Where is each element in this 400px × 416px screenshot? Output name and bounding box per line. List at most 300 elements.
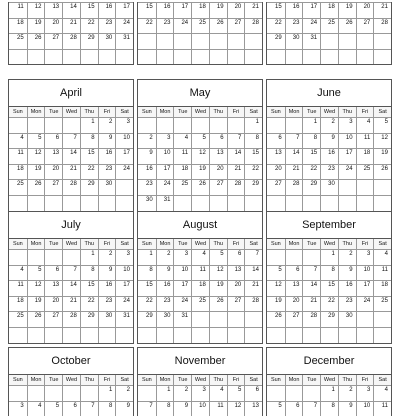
day-cell	[191, 49, 209, 65]
day-cell: 28	[244, 18, 262, 34]
weekday-label: Wed	[320, 375, 338, 385]
weekday-label: Tue	[44, 107, 62, 117]
day-cell	[373, 311, 391, 327]
day-cell: 6	[285, 401, 303, 416]
day-cell: 10	[338, 133, 356, 149]
day-cell	[80, 385, 98, 401]
month-calendar-june	[266, 79, 392, 212]
day-cell	[173, 33, 191, 49]
weekday-label: Wed	[62, 107, 80, 117]
weekday-label: Mon	[156, 239, 174, 249]
day-grid	[267, 117, 391, 211]
day-cell: 29	[138, 311, 156, 327]
day-cell	[227, 311, 245, 327]
day-cell: 4	[9, 265, 27, 281]
day-cell: 12	[191, 148, 209, 164]
day-cell: 5	[373, 117, 391, 133]
weekday-label: Fri	[227, 107, 245, 117]
day-cell	[267, 49, 285, 65]
day-cell: 30	[138, 195, 156, 211]
day-cell: 6	[209, 133, 227, 149]
day-cell: 1	[98, 385, 116, 401]
day-cell: 7	[62, 265, 80, 281]
day-cell	[356, 49, 374, 65]
day-cell: 15	[138, 2, 156, 18]
day-cell	[209, 311, 227, 327]
day-cell: 17	[115, 148, 133, 164]
day-cell: 17	[302, 2, 320, 18]
day-cell	[373, 49, 391, 65]
day-cell: 26	[27, 311, 45, 327]
day-cell	[373, 33, 391, 49]
day-cell: 19	[191, 164, 209, 180]
day-cell	[115, 49, 133, 65]
day-cell: 2	[173, 385, 191, 401]
day-cell	[302, 327, 320, 343]
day-cell	[209, 327, 227, 343]
day-cell: 17	[156, 164, 174, 180]
day-cell: 2	[338, 385, 356, 401]
day-cell: 15	[80, 148, 98, 164]
day-cell: 16	[138, 164, 156, 180]
day-cell: 22	[138, 296, 156, 312]
day-cell	[9, 249, 27, 265]
day-cell	[338, 179, 356, 195]
day-cell: 28	[285, 179, 303, 195]
day-cell	[356, 311, 374, 327]
day-cell: 21	[62, 18, 80, 34]
day-cell: 13	[44, 280, 62, 296]
day-cell	[27, 49, 45, 65]
day-cell: 8	[244, 133, 262, 149]
day-cell: 23	[156, 296, 174, 312]
day-cell	[173, 49, 191, 65]
day-cell: 5	[209, 249, 227, 265]
day-cell	[209, 117, 227, 133]
day-cell: 3	[9, 401, 27, 416]
day-cell: 11	[9, 2, 27, 18]
day-cell: 10	[156, 148, 174, 164]
day-cell: 28	[62, 311, 80, 327]
day-cell: 3	[156, 133, 174, 149]
day-cell: 2	[156, 249, 174, 265]
month-calendar-october	[8, 347, 134, 416]
day-grid	[138, 385, 262, 416]
day-cell: 6	[267, 133, 285, 149]
weekday-label: Sat	[115, 239, 133, 249]
day-cell	[27, 249, 45, 265]
day-cell: 30	[98, 311, 116, 327]
weekday-header	[138, 238, 262, 249]
day-cell: 26	[267, 311, 285, 327]
day-cell: 31	[115, 311, 133, 327]
weekday-label: Sun	[141, 377, 152, 383]
day-cell: 29	[244, 179, 262, 195]
day-cell: 29	[267, 33, 285, 49]
day-cell: 15	[80, 280, 98, 296]
day-cell: 20	[227, 280, 245, 296]
day-cell: 14	[62, 280, 80, 296]
day-cell: 5	[267, 265, 285, 281]
day-cell	[138, 385, 156, 401]
day-cell	[138, 327, 156, 343]
day-cell: 25	[9, 179, 27, 195]
day-cell: 4	[191, 249, 209, 265]
day-cell	[44, 195, 62, 211]
day-cell	[62, 385, 80, 401]
day-cell: 26	[373, 164, 391, 180]
month-calendar-july	[8, 211, 134, 344]
day-cell	[267, 195, 285, 211]
weekday-label: Sat	[373, 107, 391, 117]
weekday-header	[267, 238, 391, 249]
day-cell: 23	[138, 179, 156, 195]
day-cell: 1	[320, 385, 338, 401]
day-cell	[244, 327, 262, 343]
weekday-label: Tue	[173, 239, 191, 249]
weekday-label: Mon	[27, 107, 45, 117]
day-cell: 17	[356, 280, 374, 296]
day-cell: 13	[244, 401, 262, 416]
day-cell: 9	[138, 148, 156, 164]
day-cell	[338, 33, 356, 49]
day-cell: 8	[138, 265, 156, 281]
day-cell: 25	[191, 296, 209, 312]
day-cell: 19	[209, 280, 227, 296]
day-cell: 30	[156, 311, 174, 327]
day-cell: 14	[285, 148, 303, 164]
day-cell: 22	[302, 164, 320, 180]
day-cell: 27	[209, 179, 227, 195]
weekday-label: Tue	[44, 375, 62, 385]
day-grid	[9, 385, 133, 416]
day-cell: 4	[373, 385, 391, 401]
day-cell: 9	[156, 265, 174, 281]
weekday-label: Fri	[98, 375, 116, 385]
weekday-label: Thu	[80, 107, 98, 117]
day-cell: 21	[227, 164, 245, 180]
day-cell	[227, 49, 245, 65]
day-cell: 16	[98, 2, 116, 18]
day-cell: 12	[27, 2, 45, 18]
day-cell: 1	[320, 249, 338, 265]
month-title: July	[61, 219, 81, 231]
day-cell: 28	[62, 179, 80, 195]
day-cell: 2	[138, 133, 156, 149]
day-cell: 10	[191, 401, 209, 416]
month-calendar-september	[266, 211, 392, 344]
day-grid	[267, 249, 391, 343]
day-cell	[338, 49, 356, 65]
day-cell: 18	[9, 296, 27, 312]
day-cell: 13	[267, 148, 285, 164]
day-cell	[173, 327, 191, 343]
day-cell: 8	[320, 401, 338, 416]
weekday-label: Thu	[80, 375, 98, 385]
day-cell: 22	[80, 18, 98, 34]
day-cell	[302, 249, 320, 265]
month-title: June	[317, 87, 341, 99]
day-cell: 19	[209, 2, 227, 18]
day-cell: 11	[9, 148, 27, 164]
day-cell: 10	[173, 265, 191, 281]
day-cell: 11	[191, 265, 209, 281]
day-cell	[62, 249, 80, 265]
day-cell	[9, 195, 27, 211]
day-cell	[44, 49, 62, 65]
day-cell	[9, 49, 27, 65]
day-cell: 20	[227, 2, 245, 18]
day-cell: 8	[98, 401, 116, 416]
day-cell: 11	[9, 280, 27, 296]
day-cell	[62, 49, 80, 65]
day-cell: 3	[356, 385, 374, 401]
day-cell: 26	[27, 179, 45, 195]
weekday-label: Thu	[209, 107, 227, 117]
day-cell: 24	[115, 296, 133, 312]
day-cell: 20	[44, 164, 62, 180]
day-cell	[227, 195, 245, 211]
weekday-header	[9, 106, 133, 117]
day-cell: 24	[115, 164, 133, 180]
day-cell: 16	[98, 280, 116, 296]
day-cell: 17	[173, 2, 191, 18]
day-cell: 21	[244, 280, 262, 296]
day-cell: 27	[44, 179, 62, 195]
day-cell	[285, 49, 303, 65]
weekday-label: Fri	[356, 107, 374, 117]
day-cell: 14	[227, 148, 245, 164]
day-cell: 31	[302, 33, 320, 49]
weekday-label: Mon	[285, 107, 303, 117]
day-cell: 9	[320, 133, 338, 149]
day-cell	[80, 49, 98, 65]
day-cell: 22	[80, 296, 98, 312]
day-cell: 30	[338, 311, 356, 327]
day-cell	[44, 117, 62, 133]
weekday-label: Sun	[141, 241, 152, 247]
weekday-label: Sat	[373, 375, 391, 385]
weekday-label: Tue	[302, 239, 320, 249]
weekday-label: Wed	[62, 375, 80, 385]
month-calendar-partial	[137, 2, 263, 65]
day-cell	[244, 195, 262, 211]
day-cell: 29	[80, 33, 98, 49]
day-cell: 17	[173, 280, 191, 296]
day-cell	[138, 49, 156, 65]
weekday-label: Wed	[191, 375, 209, 385]
day-cell	[356, 179, 374, 195]
day-cell	[227, 327, 245, 343]
day-cell	[285, 249, 303, 265]
weekday-label: Thu	[209, 375, 227, 385]
day-cell: 6	[227, 249, 245, 265]
day-cell: 23	[98, 164, 116, 180]
day-grid	[9, 117, 133, 211]
day-grid	[267, 2, 391, 64]
day-cell: 24	[338, 164, 356, 180]
day-cell	[302, 385, 320, 401]
day-cell: 19	[27, 296, 45, 312]
day-cell: 20	[44, 296, 62, 312]
day-cell: 2	[98, 249, 116, 265]
month-calendar-partial	[8, 2, 134, 65]
day-cell: 1	[244, 117, 262, 133]
weekday-label: Fri	[98, 107, 116, 117]
day-cell: 7	[302, 265, 320, 281]
day-cell	[173, 195, 191, 211]
month-calendar-partial	[266, 2, 392, 65]
weekday-label: Fri	[356, 375, 374, 385]
day-cell: 8	[302, 133, 320, 149]
day-cell: 29	[320, 311, 338, 327]
day-cell	[373, 179, 391, 195]
month-calendar-april	[8, 79, 134, 212]
weekday-label: Sat	[115, 107, 133, 117]
month-title: August	[182, 219, 218, 231]
day-cell: 26	[209, 18, 227, 34]
day-cell	[302, 195, 320, 211]
day-cell: 4	[173, 133, 191, 149]
day-cell: 5	[27, 133, 45, 149]
day-cell	[62, 327, 80, 343]
day-cell: 25	[356, 164, 374, 180]
day-cell: 16	[285, 2, 303, 18]
weekday-label: Fri	[356, 239, 374, 249]
day-cell: 29	[80, 311, 98, 327]
day-cell: 8	[80, 265, 98, 281]
day-cell: 13	[227, 265, 245, 281]
day-cell: 14	[244, 265, 262, 281]
day-cell: 16	[156, 2, 174, 18]
day-cell: 22	[267, 18, 285, 34]
day-cell	[267, 117, 285, 133]
day-cell: 4	[209, 385, 227, 401]
day-cell: 14	[62, 2, 80, 18]
day-cell: 4	[373, 249, 391, 265]
day-cell: 18	[191, 280, 209, 296]
day-cell: 20	[209, 164, 227, 180]
day-cell: 9	[98, 265, 116, 281]
day-cell: 23	[98, 296, 116, 312]
day-cell: 19	[27, 164, 45, 180]
day-cell: 18	[191, 2, 209, 18]
day-cell: 11	[356, 133, 374, 149]
day-cell	[356, 33, 374, 49]
day-cell	[115, 195, 133, 211]
day-cell: 21	[285, 164, 303, 180]
day-cell: 22	[138, 18, 156, 34]
day-cell: 5	[44, 401, 62, 416]
day-cell	[285, 385, 303, 401]
weekday-label: Sun	[12, 109, 23, 115]
day-cell	[98, 49, 116, 65]
weekday-label: Sat	[244, 107, 262, 117]
day-cell: 30	[285, 33, 303, 49]
day-cell	[320, 33, 338, 49]
day-cell	[156, 117, 174, 133]
day-cell: 22	[244, 164, 262, 180]
day-cell	[9, 385, 27, 401]
day-cell: 3	[115, 117, 133, 133]
day-cell	[191, 327, 209, 343]
day-cell	[80, 327, 98, 343]
day-cell: 18	[373, 280, 391, 296]
day-cell	[62, 117, 80, 133]
day-cell: 24	[356, 296, 374, 312]
day-cell: 20	[267, 164, 285, 180]
day-cell	[267, 249, 285, 265]
day-cell: 7	[302, 401, 320, 416]
day-cell: 1	[156, 385, 174, 401]
day-grid	[138, 2, 262, 64]
month-title: May	[189, 87, 211, 99]
weekday-label: Fri	[98, 239, 116, 249]
day-cell: 2	[98, 117, 116, 133]
day-cell: 6	[244, 385, 262, 401]
weekday-label: Sun	[270, 109, 281, 115]
day-cell: 16	[320, 148, 338, 164]
day-cell: 15	[320, 280, 338, 296]
day-cell: 12	[209, 265, 227, 281]
day-cell: 22	[320, 296, 338, 312]
day-cell: 7	[138, 401, 156, 416]
day-cell	[191, 33, 209, 49]
day-cell: 9	[173, 401, 191, 416]
day-cell: 1	[80, 117, 98, 133]
day-cell: 18	[320, 2, 338, 18]
day-cell: 9	[338, 265, 356, 281]
day-cell: 31	[173, 311, 191, 327]
month-title: April	[59, 87, 82, 99]
day-cell: 29	[80, 179, 98, 195]
day-cell: 14	[62, 148, 80, 164]
day-cell	[209, 33, 227, 49]
day-cell: 27	[267, 179, 285, 195]
day-cell: 3	[115, 249, 133, 265]
day-cell: 18	[9, 18, 27, 34]
day-cell: 8	[320, 265, 338, 281]
weekday-label: Wed	[62, 239, 80, 249]
day-cell: 9	[115, 401, 133, 416]
day-cell: 31	[156, 195, 174, 211]
day-cell	[115, 327, 133, 343]
weekday-label: Thu	[338, 375, 356, 385]
day-cell: 4	[27, 401, 45, 416]
day-cell	[191, 195, 209, 211]
day-cell: 17	[115, 2, 133, 18]
day-cell: 16	[338, 280, 356, 296]
day-cell: 11	[173, 148, 191, 164]
day-cell: 12	[227, 401, 245, 416]
day-cell	[356, 327, 374, 343]
day-cell	[373, 327, 391, 343]
day-cell: 10	[356, 265, 374, 281]
weekday-label: Tue	[302, 375, 320, 385]
weekday-header	[9, 238, 133, 249]
month-title: November	[174, 355, 226, 367]
weekday-label: Sat	[244, 375, 262, 385]
weekday-header	[138, 106, 262, 117]
day-cell: 12	[27, 280, 45, 296]
day-grid	[9, 249, 133, 343]
day-cell: 30	[320, 179, 338, 195]
day-cell: 23	[98, 18, 116, 34]
day-cell: 26	[191, 179, 209, 195]
weekday-label: Wed	[191, 107, 209, 117]
weekday-label: Sun	[12, 377, 23, 383]
weekday-header	[267, 374, 391, 385]
